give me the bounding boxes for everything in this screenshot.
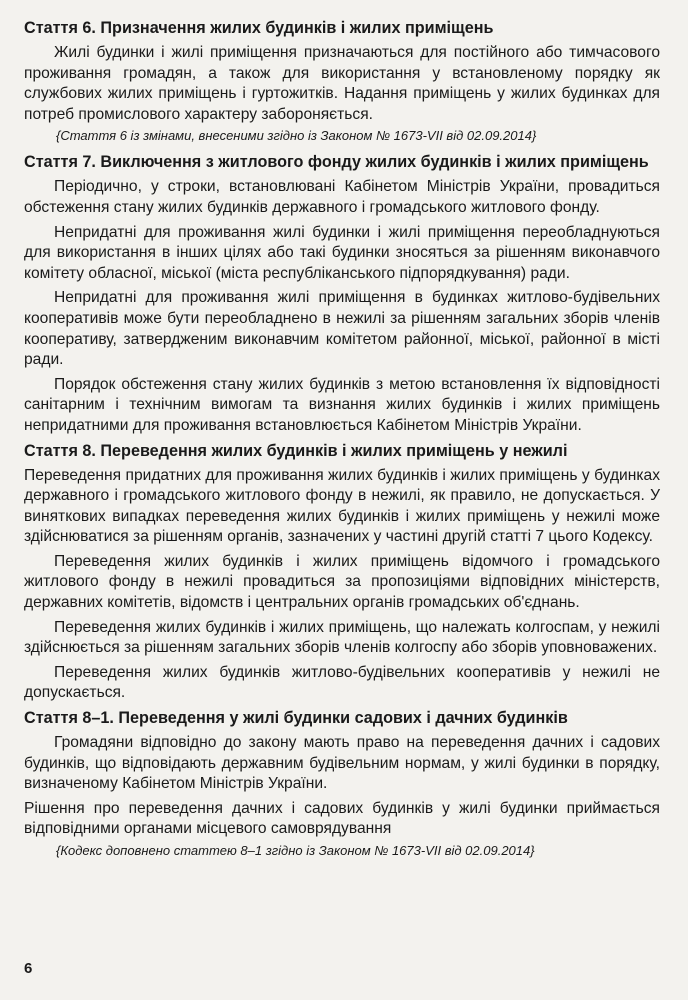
paragraph: Періодично, у строки, встановлювані Кабінетом Міністрів України, провадиться обстеження стану жилих будинків державного і громадського житлового фонду. bbox=[24, 178, 660, 216]
paragraph: Непридатні для проживання жилі будинки і жилі приміщення переобладнуються для використання в інших цілях або такі будинки зносяться за рішенням виконавчого комітету обласної, міської (міста республіканського підпорядкування) ради. bbox=[24, 223, 660, 282]
amendment-note: {Кодекс доповнено статтею 8–1 згідно із Законом № 1673-VII від 02.09.2014} bbox=[56, 843, 535, 858]
paragraph: Переведення жилих будинків і жилих приміщень, що належать колгоспам, у нежилі здійснюється за рішенням загальних зборів членів колгоспу або зборів уповноважених. bbox=[24, 618, 660, 657]
article-6 bbox=[24, 18, 660, 145]
article-7 bbox=[24, 152, 660, 436]
paragraph: Жилі будинки і жилі приміщення призначаються для постійного або тимчасового проживання громадян, а також для використання у встановленому порядку як службових жилих приміщень і гуртожитків. Надання приміщень у жилих будинках для потреб промислового характеру забороняється. bbox=[24, 44, 660, 123]
article-title: Стаття 7. Виключення з житлового фонду жилих будинків і жилих приміщень bbox=[24, 153, 649, 172]
paragraph: Переведення жилих будинків і жилих приміщень відомчого і громадського житлового фонду в нежилі провадиться за пропозиціями відповідних міністерств, державних комітетів, відомств і центральних органів громадських об'єднань. bbox=[24, 552, 660, 612]
article-title: Стаття 8–1. Переведення у жилі будинки садових і дачних будинків bbox=[24, 709, 568, 728]
article-title: Стаття 8. Переведення жилих будинків і жилих приміщень у нежилі bbox=[24, 441, 568, 460]
article-title: Стаття 6. Призначення жилих будинків і жилих приміщень bbox=[24, 19, 494, 37]
paragraph: Переведення придатних для проживання жилих будинків і жилих приміщень у будинках державного і громадського житлового фонду в нежилі, як правило, не допускається. У виняткових випадках переведення жилих будинків і жилих приміщень у нежилі може здійснюватися за рішенням органів, зазначених у частині другій статті 7 цього Кодексу. bbox=[24, 466, 660, 546]
paragraph: Рішення про переведення дачних і садових будинків у жилі будинки приймається відповідними органами місцевого самоврядування bbox=[24, 799, 660, 838]
article-8-1 bbox=[24, 708, 660, 860]
paragraph: Громадяни відповідно до закону мають право на переведення дачних і садових будинків, що відповідають державним будівельним нормам, у жилі будинки в порядку, визначеному Кабінетом Міністрів України. bbox=[24, 734, 660, 793]
paragraph: Переведення жилих будинків житлово-будівельних кооперативів у нежилі не допускається. bbox=[24, 663, 660, 702]
paragraph: Непридатні для проживання жилі приміщення в будинках житлово-будівельних кооперативів може бути переобладнено в нежилі за рішенням загальних зборів членів кооперативу, затвердженим виконавчим комітетом районної, міської, районної в місті ради. bbox=[24, 289, 660, 369]
paragraph: Порядок обстеження стану жилих будинків з метою встановлення їх відповідності санітарним і технічним вимогам та визнання жилих будинків і жилих приміщень непридатними для проживання встановлюється Кабінетом Міністрів України. bbox=[24, 375, 660, 434]
article-8 bbox=[24, 441, 660, 705]
amendment-note: {Стаття 6 із змінами, внесеними згідно із Законом № 1673-VII від 02.09.2014} bbox=[56, 128, 537, 144]
page-number: 6 bbox=[24, 960, 33, 977]
